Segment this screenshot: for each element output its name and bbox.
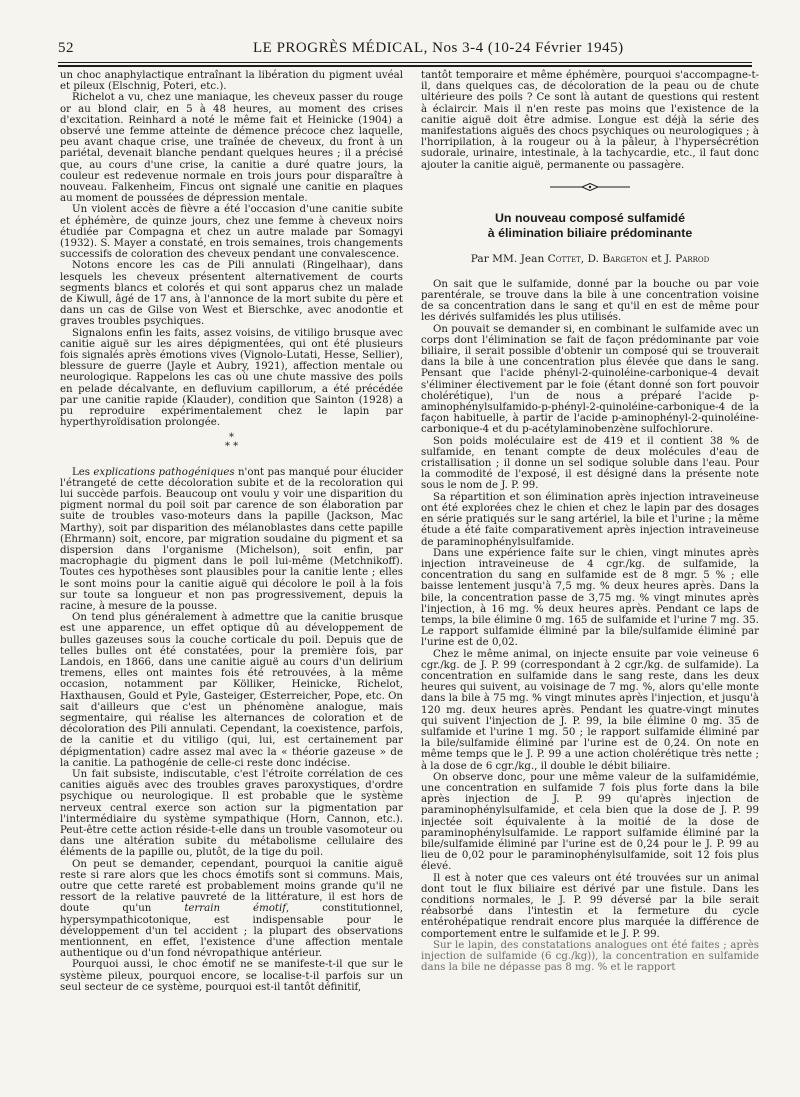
paragraph: On sait que le sulfamide, donné par la bouche ou par voie parentérale, se trouve dans la bile à une concentration voisine de sa concentration dans le sang et qu'il en est de même pour les dérivés sulfamidés les plus utilisés. (421, 278, 759, 324)
section-asterism: * * * (224, 431, 239, 452)
italic-phrase: explications pathogéniques (93, 466, 235, 478)
right-column (421, 70, 759, 973)
paragraph: Il est à noter que ces valeurs ont été trouvées sur un animal dont tout le flux biliaire est dérivé par une fistule. Dans les conditions normales, le J. P. 99 déversé par la bile serait réabsorbé dans l'intestin et la fermeture du cycle entérohépatique rendrait encore plus marquée la différence de comportement entre le sulfamide et le J. P. 99. (421, 872, 759, 940)
paragraph: Dans une expérience faite sur le chien, vingt minutes après injection intraveineuse de 4 cgr./kg. de sulfamide, la concentration du sang en sulfamide est de 8 mgr. 5 % ; elle baisse lentement jusqu'à 7,5 mg. % deux heures après. Dans la bile, la concentration passe de 3,75 mg. % vingt minutes après l'injection, à 16 mg. % deux heures après. Pendant ce laps de temps, la bile élimine 0 mg. 165 de sulfamide et l'urine 7 mg. 35. Le rapport sulfamide éliminé par la bile/sulfamide éliminé par l'urine est de 0,02. (421, 547, 759, 649)
paragraph: un choc anaphylactique entraînant la libération du pigment uvéal et pileux (Elschnig, Poteri, etc.). (60, 70, 403, 93)
paragraph: On pouvait se demander si, en combinant le sulfamide avec un corps dont l'élimination se fait de façon prédominante par voie biliaire, il serait possible d'obtenir un composé qui se trouverait dans la bile à une concentration plus élevée que dans le sang. Pensant que l'acide phényl-2-quinoléine-carbonique-4 devait s'éliminer électivement par le foie (étant donné son fort pouvoir cholérétique), l'un de nous a préparé l'acide p-aminophénylsulfamido-p-phényl-2-quinoléine-carbonique-4 de la façon habituelle, à partir de l'acide p-aminophényl-2-quinoléine-carbonique-4 et du p-acétylaminobenzène sulfochlorure. (421, 323, 759, 436)
running-title: LE PROGRÈS MÉDICAL, Nos 3-4 (10-24 Février 1945) (253, 40, 624, 56)
paragraph: On peut se demander, cependant, pourquoi la canitie aiguë reste si rare alors que les chocs émotifs sont si communs. Mais, outre que cette rareté est probablement moins grande qu'il ne ressort de la relative pauvreté de la littérature, il est hors de doute qu'un terrain émotif, constitutionnel, hypersympathicotonique, est indispensable pour le développement d'un tel accident ; la plupart des observations mentionnent, en effet, l'existence d'une affection mentale authentique ou d'un fond névropathique antérieur. (60, 858, 403, 960)
article-title (421, 211, 759, 241)
paragraph: Richelot a vu, chez une maniaque, les cheveux passer du rouge or au blond clair, en 5 à 48 heures, au moment des crises d'excitation. Reinhard a noté le même fait et Heinicke (1904) a observé une femme atteinte de démence précoce chez laquelle, peu avant chaque crise, une traînée de cheveux, du front à un pariétal, devenait blanche pendant quelques heures ; il a précisé que, au cours d'une crise, la canitie a duré quatre jours, la couleur est redevenue normale en trois jours pour disparaître à nouveau. Falkenheim, Fincus ont signalé une canitie en plaques au moment de poussées de dépression mentale. (60, 92, 403, 205)
article-authors: Par MM. Jean Cottet, D. Bargeton et J. Parrod (470, 252, 710, 265)
article-title-line: Un nouveau composé sulfamidé (494, 210, 686, 225)
paragraph: tantôt temporaire et même éphémère, pourquoi s'accompagne-t-il, dans quelques cas, de décoloration de la peau ou de chute ultérieure des poils ? Ce sont là autant de questions qui restent à éclaircir. Mais il n'en reste pas moins que l'existence de la canitie aiguë doit être admise. Longue est déjà la série des manifestations aiguës des chocs psychiques ou neurologiques ; à l'horripilation, à la rougeur ou à la pâleur, à l'hypersécrétion sudorale, urinaire, intestinale, à la tachycardie, etc., il faut donc ajouter la canitie aiguë, permanente ou passagère. (421, 70, 759, 171)
paragraph: Son poids moléculaire est de 419 et il contient 38 % de sulfamide, en tenant compte de deux molécules d'eau de cristallisation ; il donne un sel sodique soluble dans l'eau. Pour la commodité de l'exposé, il est désigné dans la présente note sous le nom de J. P. 99. (421, 435, 759, 492)
paragraph: Sa répartition et son élimination après injection intraveineuse ont été explorées chez le chien et chez le lapin par des dosages en série pratiqués sur le sang artériel, la bile et l'urine ; la même étude a été faite comparativement après injection intraveineuse de paraminophénylsulfamide. (421, 491, 759, 548)
page-header (58, 40, 752, 60)
paragraph: Pourquoi aussi, le choc émotif ne se manifeste-t-il que sur le système pileux, pourquoi encore, se localise-t-il parfois sur un seul secteur de ce système, pourquoi est-il tantôt définitif, (60, 959, 403, 993)
article-title-line: à élimination biliaire prédominante (487, 225, 693, 240)
ornamental-divider (421, 183, 759, 191)
paragraph: Signalons enfin les faits, assez voisins, de vitiligo brusque avec canitie aiguë sur les aires dépigmentées, qui ont été plusieurs fois signalés après émotions vives (Vignolo-Lutati, Hesse, Sellier), blessure de guerre (Jayle et Aubry, 1921), affection mentale ou neurologique. Rappelons les cas où une chute massive des poils en pelade décalvante, en defluvium capillorum, a été précédée par une canitie rapide (Klauder), condition que Sainton (1928) a pu reproduire expérimentalement chez le lapin par hyperthyroïdisation prolongée. (60, 327, 403, 429)
left-column (60, 70, 403, 993)
paragraph: Sur le lapin, des constatations analogues ont été faites ; après injection de sulfamide (6 cg./kg)), la concentration en sulfamide dans la bile ne dépasse pas 8 mg. % et le rapport (421, 939, 759, 974)
header-rule-thick (58, 65, 752, 67)
paragraph: On observe donc, pour une même valeur de la sulfamidémie, une concentration en sulfamide 7 fois plus forte dans la bile après injection de J. P. 99 qu'après injection de paraminophénylsulfamide, et cela bien que la dose de J. P. 99 injectée soit équivalente à la moitié de la dose de paraminophénylsulfamide. Le rapport sulfamide éliminé par la bile/sulfamide éliminé par l'urine est de 0,24 pour le J. P. 99 au lieu de 0,02 pour le paraminophénylsulfamide, soit 12 fois plus élevé. (421, 771, 759, 873)
italic-phrase: terrain émotif (184, 903, 286, 915)
paragraph: Les explications pathogéniques n'ont pas manqué pour élucider l'étrangeté de cette décoloration subite et de la recoloration qui lui succède parfois. Beaucoup ont voulu y voir une disparition du pigment normal du poil soit par carence de son élaboration par suite de troubles vaso-moteurs dans la papille (Jackson, Mac Marthy), soit par disparition des mélanoblastes dans cette papille (Ehrmann) soit, encore, par migration soudaine du pigment et sa dispersion dans l'organisme (Michelson), soit enfin, par macrophagie du pigment dans le poil lui-même (Metchnikoff). Toutes ces hypothèses sont plausibles pour la canitie lente ; elles le sont moins pour la canitie aiguë qui décolore le poil à la fois sur toute sa longueur et non pas progressivement, depuis la racine, à mesure de la pousse. (60, 466, 403, 612)
paragraph: Notons encore les cas de Pili annulati (Ringelhaar), dans lesquels les cheveux présentent alternativement de courts segments blancs et colorés et qui sont apparus chez un malade de Kiwull, âgé de 17 ans, à l'annonce de la mort subite du père et dans un cas de Gilse von West et Bierschke, avec anodontie et graves troubles psychiques. (60, 260, 403, 328)
page-number: 52 (58, 40, 74, 56)
paragraph: On tend plus généralement à admettre que la canitie brusque est une apparence, un effet optique dû au développement de bulles gazeuses sous la couche corticale du poil. Depuis que de telles bulles ont été constatées, pour la première fois, par Landois, en 1866, dans une canitie aiguë au cours d'un delirium tremens, elles ont maintes fois été retrouvées, à la même occasion, notamment par Kölliker, Heinicke, Richelot, Haxthausen, Gould et Pyle, Gasteiger, Œsterreicher, Pope, etc. On sait d'ailleurs que c'est un phénomène analogue, mais segmentaire, qui réalise les alternances de coloration et de décoloration des Pili annulati. Cependant, la coexistence, parfois, de la canitie et du vitiligo (qui, lui, est certainement par dépigmentation) cadre assez mal avec la « théorie gazeuse » de la canitie. La pathogénie de celle-ci reste donc indécise. (60, 612, 403, 769)
paragraph: Un fait subsiste, indiscutable, c'est l'étroite corrélation de ces canities aiguës avec des troubles graves paroxystiques, d'ordre psychique ou neurologique. Il est probable que le système nerveux central exerce son action sur la pigmentation par l'intermédiaire du système sympathique (Horn, Cannon, etc.). Peut-être cette action réside-t-elle dans un trouble vasomoteur ou dans une altération subite du métabolisme cellulaire des éléments de la papille ou, plutôt, de la tige du poil. (60, 768, 403, 859)
paragraph: Chez le même animal, on injecte ensuite par voie veineuse 6 cgr./kg. de J. P. 99 (correspondant à 2 cgr./kg. de sulfamide). La concentration en sulfamide dans le sang reste, dans les deux heures qui suivent, au voisinage de 7 mg. %, alors qu'elle monte dans la bile à 75 mg. % vingt minutes après l'injection, et jusqu'à 120 mg. deux heures après. Pendant les quatre-vingt minutes qui suivent l'injection de J. P. 99, la bile élimine 0 mg. 35 de sulfamide et l'urine 1 mg. 50 ; le rapport sulfamide éliminé par la bile/sulfamide éliminé par l'urine est de 0,24. On note en même temps que le J. P. 99 a une action cholérétique très nette ; à la dose de 6 cgr./kg., il double le débit biliaire. (421, 648, 759, 772)
header-rule-thin (58, 62, 752, 63)
paragraph: Un violent accès de fièvre a été l'occasion d'une canitie subite et éphémère, de quinze jours, chez une femme à cheveux noirs étudiée par Compagna et chez un autre malade par Somagyi (1932). S. Mayer a constaté, en trois semaines, trois changements successifs de coloration des cheveux pendant une convalescence. (60, 204, 403, 261)
